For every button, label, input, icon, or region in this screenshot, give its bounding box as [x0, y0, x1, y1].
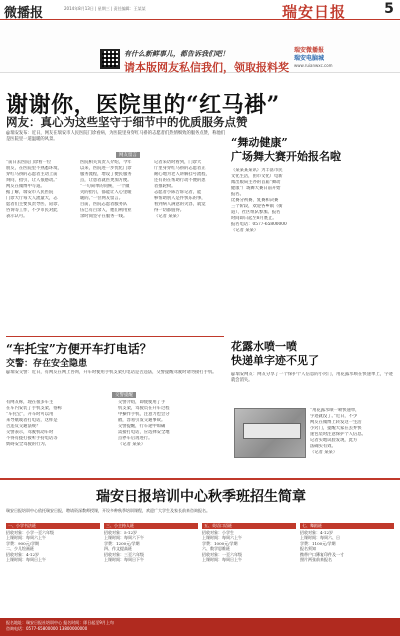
text-line: 余时间坚守在服务一线。 [80, 214, 128, 219]
main-subhead: 网友：真心为这些坚守于细节中的优质服务点赞 [6, 115, 248, 129]
mid-lead: @瑞安交警：近日，有网友在网上咨询，开车时使用手机支架打电话是否违法，交警提醒驾驶时请勿接打手机。 [6, 370, 217, 375]
training-column [300, 522, 394, 616]
main-headline: 谢谢你，医院里的“红马褂” [6, 92, 280, 118]
main-column-tag: 网友留言 [116, 152, 140, 158]
text-line: 愿者们主要负责导医、陪诊、 [6, 202, 62, 207]
training-column-heading: 一、小学书法班 [6, 523, 100, 529]
text-line: （记者 某某） [310, 450, 338, 455]
text-line: 时间即日起至8月底止。 [231, 216, 277, 221]
training-line: 上课时间：每周日上午 [6, 557, 46, 562]
text-line: 网友在微博中写道。 [6, 184, 45, 189]
text-line: 点停车后再进行。 [118, 436, 153, 441]
training-line: 招收对象：三至六年级 [104, 551, 144, 557]
text-line: 比赛分初赛、复赛和决赛 [231, 198, 279, 203]
training-footer-line-1: 报名地址：瑞安日报社培训中心 报名时间：即日起至9月上旬 [6, 620, 114, 625]
text-line: 散，容易引发交通事故。 [118, 418, 166, 423]
text-line: “前日去医院门诊看一位 [6, 160, 52, 165]
training-line: 上课时间：每周六上午 [202, 535, 242, 540]
text-line: 网友在微博上转发这一生活 [310, 420, 362, 425]
text-line: 者推轮椅。 [154, 184, 176, 189]
training-line: 学费：1200元/学期 [104, 540, 140, 546]
training-line: 上课时间：每周六上午 [6, 535, 46, 540]
ad-logo-1: 瑞安微播报 [294, 47, 325, 54]
text-line: 得一切都值得。 [154, 208, 185, 213]
text-line: 据了解，瑞安市人民医院 [6, 190, 54, 195]
training-line: 照片两张前来报名 [300, 557, 332, 562]
text-line: （记者 某某） [118, 442, 146, 447]
text-line: 志愿者小陈告诉记者，能 [154, 190, 202, 195]
text-line: 询问、指引，让人很感动。” [6, 178, 58, 183]
text-line: 机支架，驾驶员在开车过程 [118, 406, 170, 411]
training-line: 二、少儿绘画班 [6, 546, 34, 551]
training-ad [0, 478, 400, 634]
training-line: 招收对象：4-12岁 [300, 529, 333, 535]
text-line: 笑的指引，都能让人心里暖 [80, 190, 132, 195]
training-columns [6, 522, 394, 616]
main-col-2 [80, 160, 148, 330]
text-line: 朋友，在医院里不熟悉环境， [6, 166, 62, 171]
text-line: 递包装时注意保护个人信息。 [310, 432, 366, 437]
perfume-title-2: 快递单字迹不见了 [231, 354, 319, 367]
text-line: 看到病人满意的笑容，就觉 [154, 202, 206, 207]
ad-url: www.ruianwxc.com [294, 63, 333, 68]
perfume-title-1: 花露水喷一喷 [231, 340, 297, 353]
mid-headline: “车托宝”方便开车打电话？ [6, 342, 152, 356]
text-line: （某某某某讯）为丰富市民 [231, 168, 283, 173]
text-line: 报名电话：0577-65800000 [231, 222, 287, 227]
text-line: 健康”广场舞大赛日前开始 [231, 186, 281, 191]
text-line: 够帮助别人是件快乐的事， [154, 196, 206, 201]
ad-line-1: 有什么新鲜事儿，都告诉我们吧！ [124, 49, 229, 58]
mid-col-2 [118, 400, 224, 474]
training-line: 上课时间：每周日下午 [104, 557, 144, 562]
dance-title-2: 广场舞大赛开始报名啦 [231, 150, 341, 163]
training-column [104, 522, 198, 616]
text-line: “用花露水喷一喷快递单， [310, 408, 360, 413]
text-line: （记者 某某） [231, 228, 259, 233]
text-line: 妨碍安全驾驶的行为。 [6, 442, 49, 447]
top-banner-ad[interactable] [0, 21, 400, 73]
training-column [202, 522, 296, 616]
training-line: 报名须知 [300, 546, 316, 551]
text-line: 暖的。”一位网友留言。 [80, 196, 124, 201]
text-line: “一句简单的问候，一个微 [80, 184, 130, 189]
main-lead: @瑞安发布：近日，网友在瑞安市人民医院门诊看病，为医院里身穿红马褂的志愿者们热情细致的服务点赞，称他们是医院里一道温暖的风景。 [6, 131, 226, 142]
training-line: 四、作文提高班 [104, 546, 132, 551]
text-line: 报名。 [231, 192, 244, 197]
mid-subhead: 交警：存在安全隐患 [6, 359, 88, 369]
text-line: 厅里身穿红马褂的志愿者正 [154, 166, 206, 171]
text-line: 点，让患者就医更加方便。 [80, 178, 132, 183]
dance-body [231, 168, 391, 328]
training-title: 瑞安日报培训中心秋季班招生简章 [96, 489, 306, 505]
perfume-lead: @瑞安网友：网友分享了一个保护个人信息的小窍门，用花露水喷在快递单上，字迹就会消失。 [231, 372, 393, 383]
training-line: 上课时间：每周日上午 [202, 557, 242, 562]
training-line: 招收对象：5-12岁 [104, 529, 137, 535]
text-line: 门诊大厅每天人流量大，志 [6, 196, 58, 201]
main-col-1 [6, 160, 74, 330]
text-line: 交警表示，驾驶机动车时 [6, 430, 54, 435]
page-number: 5 [381, 1, 397, 18]
training-line: 六、数学思维班 [202, 546, 230, 551]
training-line: 学费：900元/学期 [6, 540, 39, 546]
text-line: 不得有拨打接听手持电话等 [6, 436, 58, 441]
mid-col-1 [6, 400, 110, 474]
training-line: 上课时间：每周六、日 [300, 535, 340, 540]
text-line: 交警提醒，行车途中如确 [118, 424, 166, 429]
text-line: 闻出版局主办的首届“舞动 [231, 180, 281, 185]
text-line: “车托宝”，开车时可以用 [6, 412, 54, 417]
text-line: 目前，医院志愿者服务队 [80, 202, 128, 207]
training-column-heading: 七、舞蹈班 [300, 523, 394, 529]
text-line: 三个阶段，欢迎各乡镇（街 [231, 204, 283, 209]
training-line: 招收对象：小学一至六年级 [6, 529, 54, 535]
text-line: 伍已有百余人，他们利用业 [80, 208, 132, 213]
text-line: 文化生活，由市文化广电新 [231, 174, 283, 179]
dance-title-1: “舞动健康” [231, 136, 288, 149]
qr-code-icon [100, 49, 120, 69]
page-header [0, 0, 400, 20]
text-line: （记者 某某） [154, 214, 182, 219]
text-line: 交警介绍，即使使用了手 [118, 400, 166, 405]
text-line: 小窍门，提醒大家在丢弃快 [310, 426, 362, 431]
express-label-photo [234, 408, 306, 458]
training-line: 学费：1000元/学期 [202, 540, 238, 546]
training-column-heading: 五、英语口语班 [202, 523, 296, 529]
text-line: 记者采访时看到，门诊大 [154, 160, 202, 165]
text-line: 法确实有效。 [310, 444, 336, 449]
text-line: 还有的在帮助行动不便的患 [154, 178, 206, 183]
text-line: 否违反交通法规？ [6, 424, 41, 429]
ad-logo-2: 瑞安电脑城 [294, 55, 325, 62]
training-footer-line-2: 咨询电话：0577-65800000 13800000000 [6, 625, 88, 631]
perfume-body [310, 408, 394, 474]
training-line: 携带户口簿复印件及一寸 [300, 551, 344, 557]
training-intro: 瑞安日报培训中心依托瑞安日报，聘请资深教师授课，开设多种秋季培训课程，欢迎广大学生及家长前来咨询报名。 [6, 508, 210, 513]
text-line: 穿红马褂的志愿者主动上前 [6, 172, 58, 177]
issue-meta: 2014年8月13日 | 星期三 | 责任编辑：王某某 [64, 6, 146, 11]
training-line: 学费：1100元/学期 [300, 540, 336, 546]
training-line: 招收对象：4-12岁 [6, 551, 39, 557]
training-column [6, 522, 100, 616]
section-title: 微播报 [4, 6, 44, 21]
text-line: 需接打电话，应选择安全地 [118, 430, 170, 435]
text-line: 中操作手机，注意力也会分 [118, 412, 170, 417]
text-line: 来导航或者打电话，这样是 [6, 418, 58, 423]
text-line: 道）、社区组队参加。报名 [231, 210, 281, 215]
text-line: 记者实地试验发现，此方 [310, 438, 358, 443]
ad-line-2: 请本版网友私信我们，领取报料奖 [124, 61, 289, 74]
text-line: 耐心地为老人讲解挂号流程， [154, 172, 210, 177]
training-line: 招收对象：一至六年级 [202, 551, 242, 557]
training-line: 上课时间：每周六下午 [104, 535, 144, 540]
text-line: 有网友称，现在很多车主 [6, 400, 54, 405]
dance-contest-box [231, 128, 397, 346]
text-line: 服务流程，增设了便民服务 [80, 172, 132, 177]
mid-column-tag: 交警提醒 [112, 392, 136, 398]
text-line: 在车内安装了手机支架，俗称 [6, 406, 62, 411]
newspaper-brand: 瑞安日报 [282, 3, 347, 21]
training-footer [0, 618, 400, 636]
text-line: 以来，医院进一步优化门诊 [80, 166, 132, 171]
text-line: 咨询等工作，不少市民对此 [6, 208, 58, 213]
main-col-3 [154, 160, 224, 330]
text-line: 表示认可。 [6, 214, 28, 219]
training-line: 招收对象：小学生 [202, 529, 234, 535]
training-column-heading: 三、小主持人班 [104, 523, 198, 529]
text-line: 医院相关负责人介绍，今年 [80, 160, 132, 165]
text-line: 字迹就没了。”近日，不少 [310, 414, 358, 419]
divider-rule [6, 336, 224, 337]
